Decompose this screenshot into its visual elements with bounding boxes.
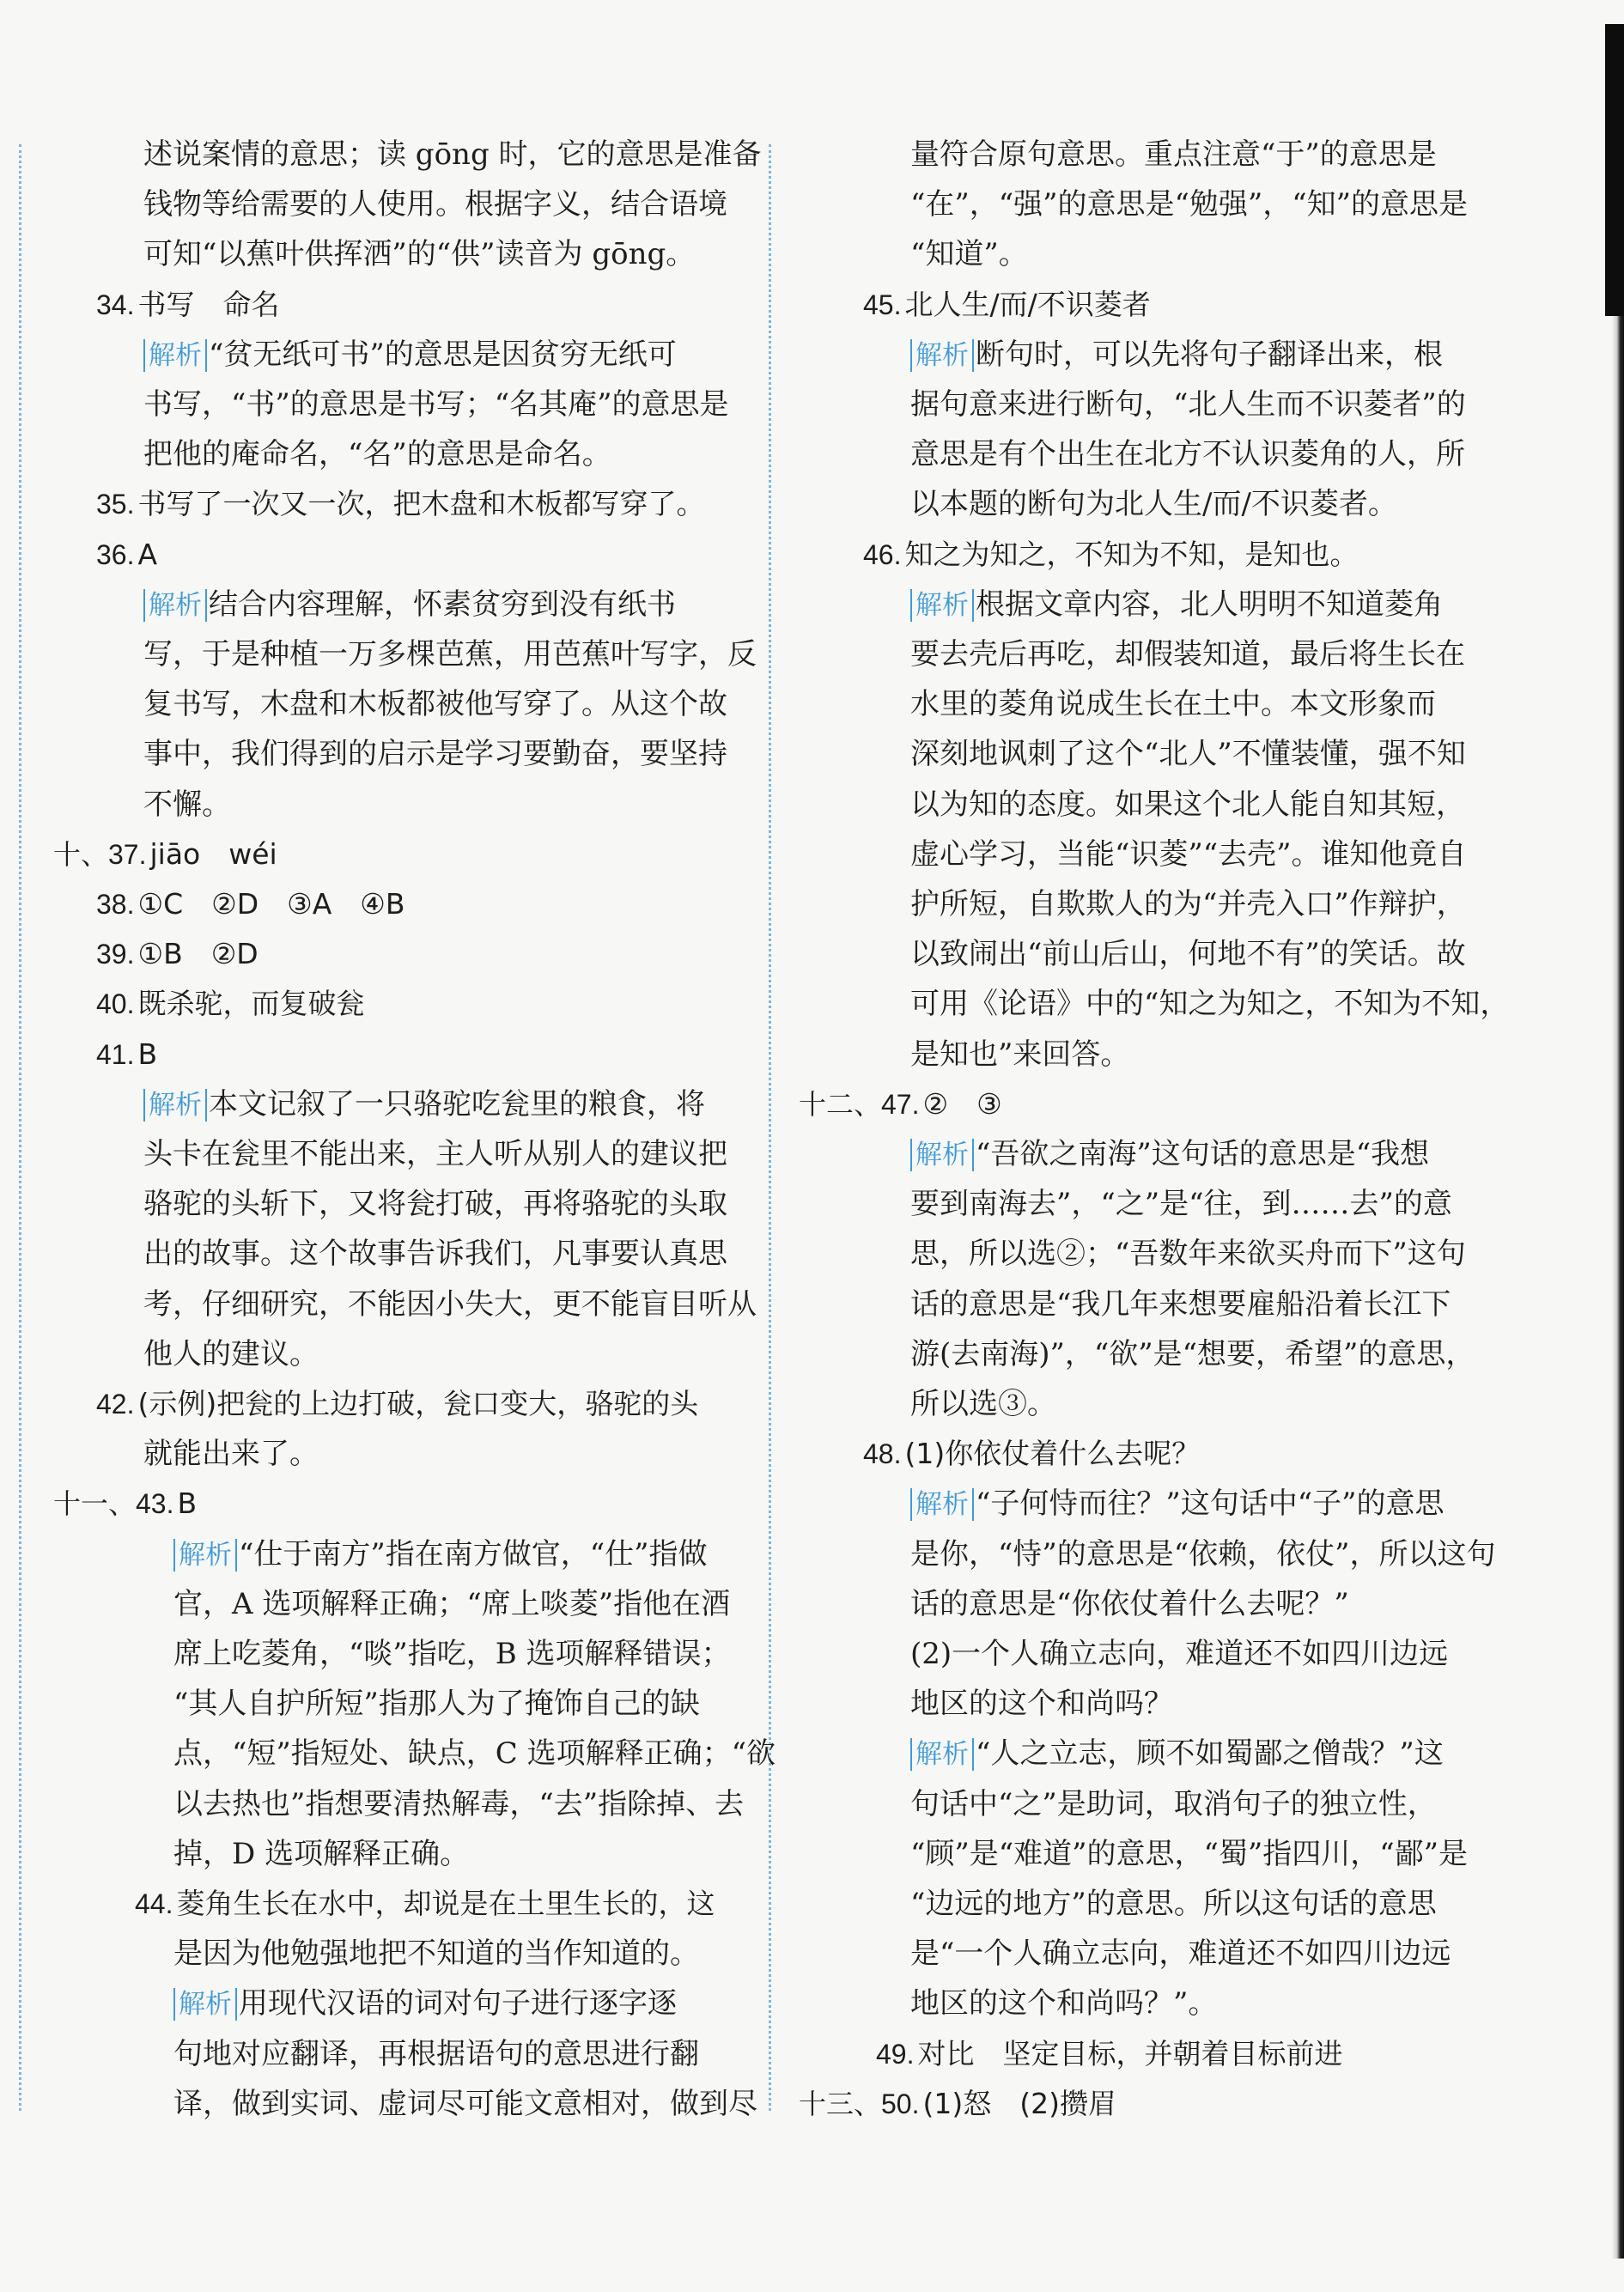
line-text: ①C ②D ③A ④B: [137, 887, 405, 921]
page-edge-shadow: [1612, 26, 1624, 2259]
line-text: 钱物等给需要的人使用。根据字义，结合语境: [143, 187, 727, 222]
line-text: 是你，“恃”的意思是“依赖，依仗”，所以这句: [910, 1537, 1496, 1572]
answer-line-right: [910, 586, 1443, 623]
question-number: 39.: [96, 939, 135, 970]
question-number: 46.: [863, 539, 902, 570]
line-text: 出的故事。这个故事告诉我们，凡事要认真思: [143, 1237, 727, 1271]
analysis-tag: 解析: [910, 1139, 974, 1171]
answer-line-left: [173, 1785, 744, 1823]
line-text: 句地对应翻译，再根据语句的意思进行翻: [173, 2037, 699, 2071]
line-text: 知之为知之，不知为不知，是知也。: [904, 538, 1359, 571]
line-text: “子何恃而往？”这句话中“子”的意思: [976, 1486, 1445, 1521]
answer-line-left: [173, 1535, 708, 1573]
line-text: 事中，我们得到的启示是学习要勤奋，要坚持: [143, 737, 727, 771]
answer-line-left: [143, 1135, 727, 1173]
analysis-tag: 解析: [910, 1738, 974, 1771]
answer-line-right: [910, 1036, 1129, 1073]
question-number: 42.: [96, 1389, 135, 1420]
answer-line-right: [910, 1785, 1437, 1823]
answer-line-left: [143, 586, 676, 623]
answer-line-right: [910, 1335, 1475, 1373]
answer-line-left: [96, 985, 364, 1023]
question-number: 40.: [96, 988, 135, 1019]
answer-line-left: [173, 1635, 731, 1673]
answer-line-right: [910, 635, 1465, 673]
line-text: 译，做到实词、虚词尽可能文意相对，做到尽: [173, 2087, 757, 2121]
answer-line-left: [96, 1036, 157, 1073]
line-text: ①B ②D: [137, 937, 259, 970]
answer-line-right: [910, 1635, 1448, 1673]
answer-line-right: [863, 536, 1358, 574]
answer-line-right: [910, 935, 1466, 973]
line-text: A: [137, 538, 158, 571]
line-text: 是因为他勉强地把不知道的当作知道的。: [173, 1936, 699, 1971]
line-text: “吾欲之南海”这句话的意思是“我想: [976, 1137, 1430, 1171]
answer-line-left: [96, 885, 405, 923]
line-text: 以本题的断句为北人生/而/不识菱者。: [910, 487, 1397, 521]
answer-line-left: [96, 1385, 698, 1423]
line-text: 以为知的态度。如果这个北人能自知其短，: [910, 787, 1465, 822]
analysis-tag: 解析: [910, 339, 974, 372]
line-text: 席上吃菱角，“啖”指吃，B 选项解释错误；: [173, 1637, 731, 1671]
line-text: 是“一个人确立志向，难道还不如四川边远: [910, 1936, 1451, 1971]
line-text: 把他的庵命名，“名”的意思是命名。: [143, 437, 611, 471]
answer-line-right: [910, 1385, 1056, 1423]
analysis-tag: 解析: [143, 589, 207, 622]
line-text: “知道”。: [910, 237, 1028, 271]
answer-line-left: [143, 735, 727, 773]
line-text: 量符合原句意思。重点注意“于”的意思是: [910, 137, 1437, 172]
line-text: 地区的这个和尚吗？: [910, 1687, 1173, 1721]
line-text: 既杀驼，而复破瓮: [137, 987, 365, 1020]
question-number: 41.: [96, 1039, 135, 1070]
line-text: 书写了一次又一次，把木盘和木板都写穿了。: [137, 487, 705, 520]
answer-line-right: [910, 235, 1028, 273]
answer-line-right: [910, 1135, 1429, 1173]
answer-line-right: [910, 1835, 1468, 1873]
answer-line-left: [96, 286, 279, 324]
line-text: jiāo wéi: [149, 837, 277, 871]
line-text: 断句时，可以先将句子翻译出来，根: [976, 337, 1443, 372]
line-text: 话的意思是“你依仗着什么去呢？”: [910, 1587, 1349, 1621]
analysis-tag: 解析: [143, 1089, 207, 1122]
line-text: 水里的菱角说成生长在土中。本文形象而: [910, 687, 1436, 721]
line-text: 菱角生长在水中，却说是在土里生长的，这: [176, 1887, 715, 1920]
answer-line-right: [910, 1735, 1444, 1772]
question-number: 34.: [96, 289, 135, 320]
left-dotted-rule: [19, 144, 21, 2111]
question-number: 十一、43.: [53, 1488, 174, 1519]
answer-line-right: [910, 985, 1509, 1023]
line-text: 地区的这个和尚吗？”。: [910, 1986, 1218, 2021]
line-text: 话的意思是“我几年来想要雇船沿着长江下: [910, 1287, 1451, 1322]
line-text: ② ③: [922, 1087, 1002, 1121]
question-number: 45.: [863, 289, 902, 320]
answer-line-left: [143, 336, 677, 374]
answer-line-left: [173, 1735, 776, 1772]
line-text: 头卡在瓮里不能出来，主人听从别人的建议把: [143, 1137, 727, 1171]
answer-line-left: [96, 935, 259, 973]
line-text: 根据文章内容，北人明明不知道菱角: [976, 587, 1443, 622]
line-text: 可知“以蕉叶供挥洒”的“供”读音为 gōng。: [143, 237, 696, 271]
question-number: 36.: [96, 539, 135, 570]
line-text: “顾”是“难道”的意思，“蜀”指四川，“鄙”是: [910, 1837, 1469, 1871]
page-edge-dark: [1605, 24, 1624, 316]
answer-line-right: [910, 185, 1468, 223]
answer-line-right: [910, 1885, 1437, 1923]
answer-line-left: [173, 1835, 469, 1873]
answer-line-left: [143, 635, 757, 673]
answer-line-left: [173, 1985, 677, 2022]
line-text: 要到南海去”，“之”是“往，到……去”的意: [910, 1187, 1452, 1221]
answer-line-right: [910, 836, 1467, 873]
question-number: 十二、47.: [799, 1089, 920, 1120]
answer-line-right: [910, 1286, 1451, 1323]
line-text: 可用《论语》中的“知之为知之，不知为不知，: [910, 987, 1510, 1021]
line-text: 护所短，自欺欺人的为“并壳入口”作辩护，: [910, 887, 1466, 921]
answer-line-right: [910, 485, 1397, 523]
answer-line-left: [53, 1485, 197, 1523]
line-text: 以致闹出“前山后山，何地不有”的笑话。故: [910, 937, 1466, 971]
answer-line-left: [143, 136, 762, 173]
line-text: 不懈。: [143, 787, 231, 822]
line-text: 要去壳后再吃，却假装知道，最后将生长在: [910, 637, 1465, 672]
line-text: 思，所以选②；“吾数年来欲买舟而下”这句: [910, 1237, 1466, 1271]
answer-line-left: [143, 1085, 705, 1123]
line-text: “边远的地方”的意思。所以这句话的意思: [910, 1887, 1437, 1921]
line-text: (2)一个人确立志向，难道还不如四川边远: [910, 1637, 1449, 1671]
line-text: 点，“短”指短处、缺点，C 选项解释正确；“欲: [173, 1736, 776, 1771]
answer-line-left: [143, 386, 729, 423]
line-text: 考，仔细研究，不能因小失大，更不能盲目听从: [143, 1287, 757, 1322]
line-text: B: [137, 1037, 158, 1071]
line-text: “人之立志，顾不如蜀鄙之僧哉？”这: [976, 1736, 1444, 1771]
line-text: 虚心学习，当能“识菱”“去壳”。谁知他竟自: [910, 837, 1467, 872]
answer-line-right: [910, 786, 1465, 824]
answer-line-right: [910, 1535, 1496, 1573]
answer-line-right: [910, 386, 1466, 423]
question-number: 49.: [876, 2039, 915, 2070]
answer-line-left: [173, 1685, 700, 1723]
analysis-tag: 解析: [910, 1488, 974, 1521]
line-text: 用现代汉语的词对句子进行逐字逐: [239, 1986, 677, 2021]
question-number: 十三、50.: [799, 2088, 920, 2119]
line-text: 意思是有个出生在北方不认识菱角的人，所: [910, 437, 1465, 471]
answer-line-right: [910, 1685, 1173, 1723]
line-text: 述说案情的意思；读 gōng 时，它的意思是准备: [143, 137, 762, 172]
line-text: 他人的建议。: [143, 1337, 319, 1371]
answer-line-right: [910, 336, 1443, 374]
line-text: 就能出来了。: [143, 1437, 319, 1471]
line-text: “其人自护所短”指那人为了掩饰自己的缺: [173, 1687, 700, 1721]
answer-line-left: [143, 1286, 757, 1323]
answer-line-right: [910, 1585, 1349, 1623]
question-number: 38.: [96, 889, 135, 920]
answer-line-left: [96, 485, 704, 523]
line-text: 写，于是种植一万多棵芭蕉，用芭蕉叶写字，反: [143, 637, 757, 672]
line-text: 以去热也”指想要清热解毒，“去”指除掉、去: [173, 1787, 745, 1821]
analysis-tag: 解析: [910, 589, 974, 622]
answer-line-right: [799, 2085, 1116, 2123]
answer-line-left: [143, 786, 231, 824]
answer-line-left: [143, 185, 727, 223]
line-text: 骆驼的头斩下，又将瓮打破，再将骆驼的头取: [143, 1187, 727, 1221]
line-text: 北人生/而/不识菱者: [904, 288, 1151, 321]
question-number: 44.: [135, 1888, 173, 1919]
answer-line-left: [143, 1435, 319, 1473]
center-dotted-rule: [769, 144, 771, 2111]
line-text: 据句意来进行断句，“北人生而不识菱者”的: [910, 387, 1466, 422]
answer-line-left: [53, 836, 277, 873]
line-text: 本文记叙了一只骆驼吃瓮里的粮食，将: [209, 1087, 705, 1122]
answer-line-left: [143, 685, 727, 723]
answer-line-right: [910, 685, 1436, 723]
line-text: “在”，“强”的意思是“勉强”，“知”的意思是: [910, 187, 1469, 222]
answer-line-left: [173, 2085, 757, 2123]
answer-line-right: [863, 286, 1151, 324]
line-text: 书写，“书”的意思是书写；“名其庵”的意思是: [143, 387, 729, 422]
line-text: 句话中“之”是助词，取消句子的独立性，: [910, 1787, 1437, 1821]
analysis-tag: 解析: [173, 1539, 237, 1572]
line-text: (1)怒 (2)攒眉: [922, 2087, 1116, 2120]
question-number: 35.: [96, 489, 135, 520]
analysis-tag: 解析: [143, 339, 207, 372]
answer-line-left: [143, 435, 611, 473]
answer-line-right: [910, 1185, 1452, 1223]
answer-line-left: [135, 1885, 715, 1923]
line-text: 掉，D 选项解释正确。: [173, 1837, 470, 1871]
analysis-tag: 解析: [173, 1988, 237, 2021]
line-text: “仕于南方”指在南方做官，“仕”指做: [239, 1537, 708, 1572]
question-number: 48.: [863, 1438, 902, 1469]
question-number: 十、37.: [53, 839, 147, 870]
answer-line-right: [876, 2035, 1342, 2073]
answer-line-left: [143, 1235, 727, 1273]
answer-line-right: [863, 1435, 1200, 1473]
answer-line-right: [910, 1235, 1466, 1273]
answer-line-left: [173, 1585, 730, 1623]
answer-line-left: [96, 536, 157, 574]
answer-line-right: [910, 1985, 1217, 2022]
line-text: (1)你依仗着什么去呢？: [904, 1437, 1201, 1470]
answer-line-right: [910, 1485, 1445, 1523]
answer-line-right: [910, 435, 1465, 473]
answer-line-right: [910, 136, 1437, 173]
line-text: 游(去南海)”，“欲”是“想要，希望”的意思，: [910, 1337, 1475, 1371]
answer-line-left: [143, 235, 695, 273]
line-text: 对比 坚定目标，并朝着目标前进: [917, 2037, 1343, 2070]
line-text: 所以选③。: [910, 1387, 1056, 1421]
answer-line-left: [143, 1335, 319, 1373]
answer-line-right: [910, 885, 1466, 923]
line-text: B: [177, 1486, 198, 1520]
line-text: 是知也”来回答。: [910, 1037, 1130, 1072]
answer-line-left: [173, 1935, 699, 1973]
answer-line-left: [143, 1185, 727, 1223]
line-text: (示例)把瓮的上边打破，瓮口变大，骆驼的头: [137, 1387, 699, 1420]
answer-line-left: [173, 2035, 699, 2073]
line-text: 结合内容理解，怀素贫穷到没有纸书: [209, 587, 676, 622]
answer-line-right: [799, 1085, 1002, 1123]
line-text: “贫无纸可书”的意思是因贫穷无纸可: [209, 337, 677, 372]
answer-line-right: [910, 735, 1466, 773]
line-text: 复书写，木盘和木板都被他写穿了。从这个故: [143, 687, 727, 721]
line-text: 深刻地讽刺了这个“北人”不懂装懂，强不知: [910, 737, 1466, 771]
answer-line-right: [910, 1935, 1451, 1973]
line-text: 官，A 选项解释正确；“席上啖菱”指他在酒: [173, 1587, 731, 1621]
line-text: 书写 命名: [137, 288, 280, 321]
